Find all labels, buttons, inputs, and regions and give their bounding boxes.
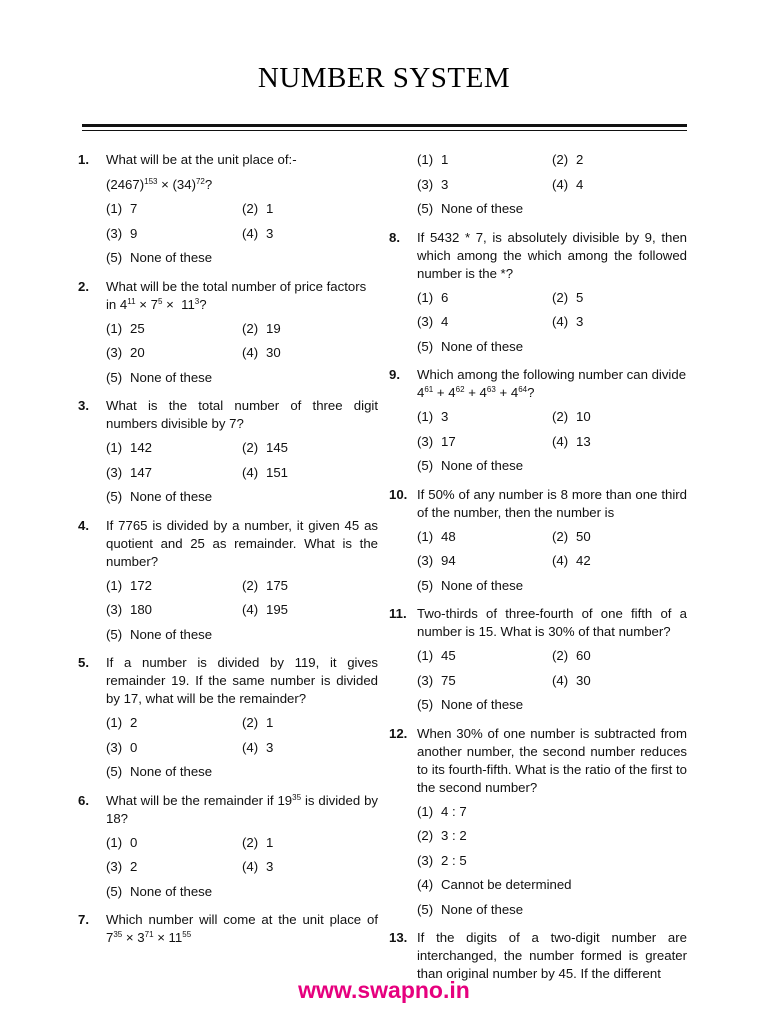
question-12 bbox=[389, 725, 687, 926]
question-text bbox=[106, 151, 378, 194]
question-number: 7. bbox=[78, 912, 89, 927]
option-1: (1) 1 bbox=[417, 152, 449, 167]
title-rule-thin bbox=[82, 130, 687, 131]
option-4: (4) 195 bbox=[242, 602, 289, 617]
option-1: (1) 0 bbox=[106, 834, 138, 850]
question-1 bbox=[78, 151, 378, 274]
option-4: (4) 3 bbox=[242, 859, 274, 874]
option-3: (3) 9 bbox=[106, 225, 138, 241]
option-3: (3) 4 bbox=[417, 314, 449, 329]
footer-website-link[interactable]: www.swapno.in bbox=[298, 977, 470, 1003]
option-5: (5) None of these bbox=[417, 697, 524, 712]
question-number: 6. bbox=[78, 792, 89, 808]
question-text: Two-thirds of three-fourth of one fifth of a number is 15. What is 30% of that number? bbox=[417, 606, 687, 639]
question-8 bbox=[389, 229, 687, 363]
question-text: What will be the total number of price factors in $4^{11} \times 7^5 \times 11^3$? bbox=[106, 278, 367, 312]
right-column bbox=[389, 151, 687, 987]
option-2: (2) 1 bbox=[242, 201, 274, 216]
option-4: (4) Cannot be determined bbox=[417, 877, 572, 892]
options bbox=[106, 714, 378, 788]
option-4: (4) 30 bbox=[552, 672, 591, 688]
option-5: (5) None of these bbox=[417, 201, 524, 216]
option-2: (2) 5 bbox=[552, 289, 584, 305]
option-3: (3) 0 bbox=[106, 739, 138, 755]
option-3: (3) 180 bbox=[106, 602, 153, 617]
option-4: (4) 30 bbox=[242, 345, 281, 360]
option-2: (2) 10 bbox=[552, 409, 591, 424]
options bbox=[106, 200, 378, 274]
option-4: (4) 42 bbox=[552, 553, 591, 568]
option-1: (1) 2 bbox=[106, 715, 138, 730]
options bbox=[106, 834, 378, 908]
option-1: (1) 3 bbox=[417, 409, 449, 424]
option-3: (3) 20 bbox=[106, 345, 145, 360]
options bbox=[106, 320, 378, 394]
option-5: (5) None of these bbox=[106, 489, 213, 504]
option-5: (5) None of these bbox=[417, 338, 524, 354]
question-4 bbox=[78, 517, 378, 651]
option-2: (2) 60 bbox=[552, 648, 591, 663]
question-number: 1. bbox=[78, 152, 89, 167]
question-number: 2. bbox=[78, 278, 89, 294]
option-4: (4) 151 bbox=[242, 464, 289, 480]
question-5 bbox=[78, 654, 378, 788]
option-3: (3) 94 bbox=[417, 553, 456, 568]
option-1: (1) 25 bbox=[106, 320, 145, 336]
question-13 bbox=[389, 929, 687, 983]
question-number: 3. bbox=[78, 398, 89, 413]
option-2: (2) 3 : 2 bbox=[417, 828, 467, 843]
option-5: (5) None of these bbox=[417, 901, 524, 917]
option-2: (2) 50 bbox=[552, 528, 591, 544]
question-11 bbox=[389, 605, 687, 721]
option-1: (1) 172 bbox=[106, 577, 153, 593]
options bbox=[417, 151, 687, 225]
option-1: (1) 45 bbox=[417, 648, 456, 663]
question-text: What is the total number of three digit numbers divisible by 7? bbox=[106, 398, 378, 431]
option-4: (4) 4 bbox=[552, 176, 584, 192]
question-text: If a number is divided by 119, it gives remainder 19. If the same number is divided by 17, what will be the remainder? bbox=[106, 655, 378, 706]
option-3: (3) 2 : 5 bbox=[417, 852, 467, 868]
question-text: Which among the following number can divide $4^{61} + 4^{62} + 4^{63} + 4^{64}$? bbox=[417, 367, 687, 400]
question-text: If 5432 * 7, is absolutely divisible by 9, then which among the which among the followed number is the *? bbox=[417, 229, 687, 281]
question-expression: $(2467)^{153} \times (34)^{72}$? bbox=[106, 177, 213, 192]
question-text: If 50% of any number is 8 more than one third of the number, then the number is bbox=[417, 486, 687, 520]
option-4: (4) 3 bbox=[242, 225, 274, 241]
options bbox=[417, 803, 687, 926]
question-number: 10. bbox=[389, 486, 408, 502]
option-5: (5) None of these bbox=[106, 883, 213, 899]
option-2: (2) 1 bbox=[242, 834, 274, 850]
option-1: (1) 4 : 7 bbox=[417, 803, 467, 819]
question-text: When 30% of one number is subtracted from another number, the second number reduces to its fourth-fifth. What is the ratio of the first to the second number? bbox=[417, 725, 687, 795]
question-2 bbox=[78, 278, 378, 394]
option-3: (3) 17 bbox=[417, 433, 456, 449]
option-3: (3) 147 bbox=[106, 464, 153, 480]
option-4: (4) 13 bbox=[552, 433, 591, 449]
option-5: (5) None of these bbox=[106, 764, 213, 779]
option-3: (3) 75 bbox=[417, 672, 456, 688]
title-rule-thick bbox=[82, 124, 687, 127]
option-4: (4) 3 bbox=[552, 314, 584, 329]
options bbox=[106, 577, 378, 651]
option-3: (3) 3 bbox=[417, 176, 449, 192]
question-number: 11. bbox=[389, 606, 407, 621]
question-text: What will be the remainder if $19^{35}$ is divided by 18? bbox=[106, 792, 378, 826]
question-6 bbox=[78, 792, 378, 908]
option-1: (1) 6 bbox=[417, 289, 449, 305]
option-1: (1) 142 bbox=[106, 440, 153, 455]
options bbox=[417, 408, 687, 482]
question-number: 8. bbox=[389, 229, 400, 245]
question-10 bbox=[389, 486, 687, 602]
option-5: (5) None of these bbox=[106, 369, 213, 385]
question-number: 12. bbox=[389, 725, 408, 741]
question-text: If the digits of a two-digit number are interchanged, the number formed is greater than original number by 45. If the different bbox=[417, 930, 687, 981]
question-number: 9. bbox=[389, 367, 400, 382]
option-2: (2) 1 bbox=[242, 715, 274, 730]
option-2: (2) 145 bbox=[242, 440, 289, 455]
question-text: If 7765 is divided by a number, it given 45 as quotient and 25 as remainder. What is the number? bbox=[106, 517, 378, 569]
option-5: (5) None of these bbox=[106, 250, 213, 265]
question-number: 4. bbox=[78, 517, 89, 533]
options bbox=[417, 289, 687, 363]
page-title: NUMBER SYSTEM bbox=[257, 62, 511, 94]
question-text: Which number will come at the unit place of $7^{35} \times 3^{71} \times 11^{55}$ bbox=[106, 912, 378, 945]
question-number: 13. bbox=[389, 930, 408, 945]
option-1: (1) 7 bbox=[106, 201, 138, 216]
question-3 bbox=[78, 397, 378, 513]
option-2: (2) 2 bbox=[552, 152, 584, 167]
option-5: (5) None of these bbox=[417, 458, 524, 473]
option-2: (2) 175 bbox=[242, 577, 289, 593]
option-2: (2) 19 bbox=[242, 320, 281, 336]
question-7 bbox=[78, 911, 378, 947]
left-column bbox=[78, 151, 378, 951]
question-7-options-continued bbox=[389, 151, 687, 225]
option-5: (5) None of these bbox=[106, 626, 213, 642]
question-number: 5. bbox=[78, 655, 89, 670]
option-1: (1) 48 bbox=[417, 528, 456, 544]
options bbox=[417, 528, 687, 602]
options bbox=[417, 647, 687, 721]
option-5: (5) None of these bbox=[417, 577, 524, 593]
options bbox=[106, 439, 378, 513]
option-3: (3) 2 bbox=[106, 859, 138, 874]
question-text-line: What will be at the unit place of:- bbox=[106, 152, 297, 167]
option-4: (4) 3 bbox=[242, 739, 274, 755]
question-9 bbox=[389, 366, 687, 482]
